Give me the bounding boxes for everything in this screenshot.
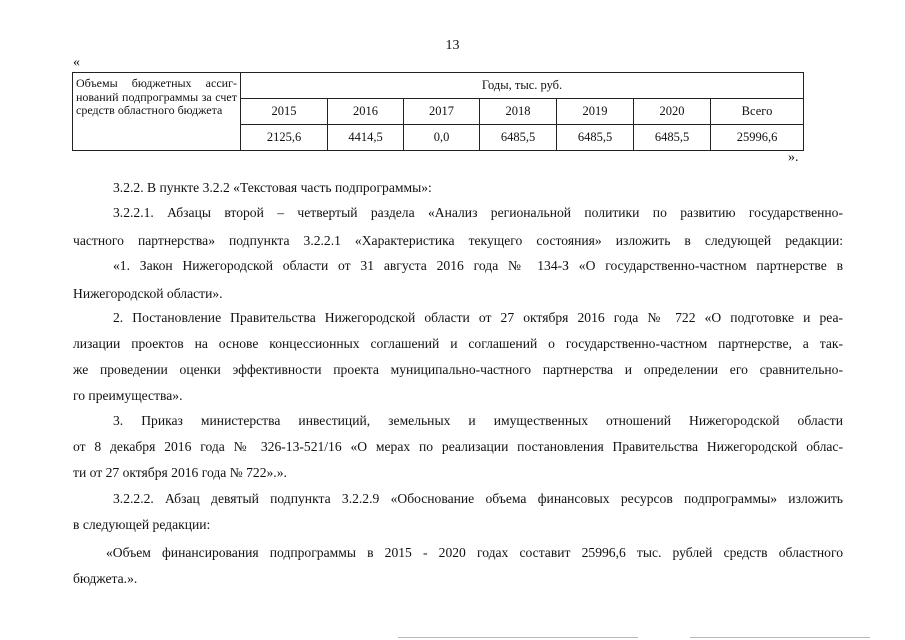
opening-quote: « — [73, 55, 80, 70]
paragraph-line: Нижегородской области». — [73, 286, 223, 301]
paragraph-line: ти от 27 октября 2016 года № 722».». — [73, 465, 287, 480]
paragraph-line: го преимущества». — [73, 388, 183, 403]
paragraph-order-item-3 — [73, 411, 843, 483]
table-year-cell: 2016 — [328, 99, 404, 125]
paragraph-3-2-2-2 — [73, 489, 843, 535]
table-year-cell: 2019 — [557, 99, 634, 125]
paragraph-line: лизации проектов на основе концессионных соглашений и соглашений о государственно-частном партнерстве, а так- — [73, 336, 843, 351]
table-value-cell: 4414,5 — [328, 125, 404, 151]
scan-artifact-line — [398, 637, 638, 638]
paragraph-line: же проведении оценки эффективности проекта муниципально-частного партнерства и определении его сравнительно- — [73, 362, 843, 377]
table-year-cell: 2018 — [480, 99, 557, 125]
table-value-cell: 6485,5 — [634, 125, 711, 151]
table-value-cell: 6485,5 — [557, 125, 634, 151]
paragraph-law-item-1 — [73, 256, 843, 304]
table-value-cell: 2125,6 — [241, 125, 328, 151]
paragraph-funding-volume — [73, 543, 843, 589]
page-number: 13 — [445, 38, 460, 53]
table-header-row — [73, 73, 804, 99]
paragraph-line: в следующей редакции: — [73, 517, 211, 532]
table-value-cell: 6485,5 — [480, 125, 557, 151]
table-row-label: Объемы бюджетных ассиг- нований подпрограммы за счет средств областного бюджета — [73, 73, 241, 151]
closing-quote: ». — [788, 150, 799, 165]
table-total-value: 25996,6 — [711, 125, 804, 151]
budget-table — [72, 72, 804, 151]
table-header-years: Годы, тыс. руб. — [241, 73, 804, 99]
paragraph-3-2-2: 3.2.2. В пункте 3.2.2 «Текстовая часть подпрограммы»: — [113, 180, 432, 195]
paragraph-line: от 8 декабря 2016 года № 326-13-521/16 «О мерах по реализации постановления Правительства Нижегородской облас- — [73, 439, 843, 454]
paragraph-line: 3.2.2.2. Абзац девятый подпункта 3.2.2.9 «Обоснование объема финансовых ресурсов подпрограммы» изложить — [113, 491, 843, 506]
paragraph-line: 2. Постановление Правительства Нижегородской области от 27 октября 2016 года № 722 «О подготовке и реа- — [113, 310, 843, 325]
paragraph-line: 3.2.2.1. Абзацы второй – четвертый раздела «Анализ региональной политики по развитию государственно- — [113, 205, 843, 220]
paragraph-line: «Объем финансирования подпрограммы в 2015 - 2020 годах составит 25996,6 тыс. рублей средств областного — [106, 545, 843, 560]
paragraph-3-2-2-1 — [73, 203, 843, 251]
table-year-cell: 2017 — [404, 99, 480, 125]
paragraph-line: «1. Закон Нижегородской области от 31 августа 2016 года № 134-З «О государственно-частном партнерстве в — [113, 258, 843, 273]
table-total-header: Всего — [711, 99, 804, 125]
paragraph-line: бюджета.». — [73, 571, 138, 586]
table-year-cell: 2020 — [634, 99, 711, 125]
paragraph-resolution-item-2 — [73, 308, 843, 406]
scan-artifact-line — [690, 637, 870, 638]
paragraph-line: 3. Приказ министерства инвестиций, земельных и имущественных отношений Нижегородской области — [113, 413, 843, 428]
paragraph-line: частного партнерства» подпункта 3.2.2.1 «Характеристика текущего состояния» изложить в следующей редакции: — [73, 233, 843, 248]
table-year-cell: 2015 — [241, 99, 328, 125]
table-value-cell: 0,0 — [404, 125, 480, 151]
